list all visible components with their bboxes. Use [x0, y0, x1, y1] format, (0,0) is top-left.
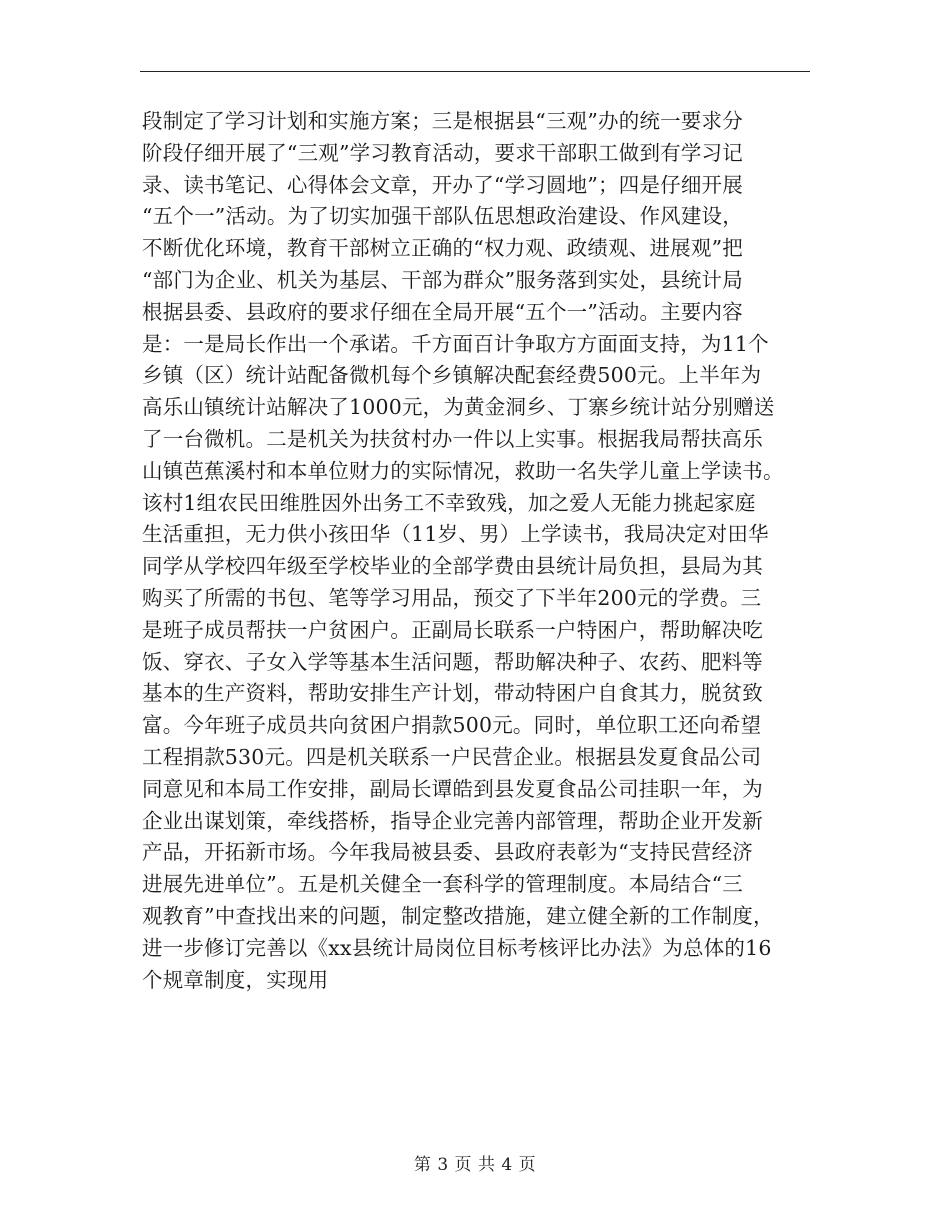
text-line: 基本的生产资料，帮助安排生产计划，带动特困户自食其力，脱贫致 [142, 681, 763, 706]
text-line: “部门为企业、机关为基层、干部为群众”服务落到实处，县统计局 [142, 267, 743, 292]
text-line: 进一步修订完善以《xx县统计局岗位目标考核评比办法》为总体的16 [142, 935, 772, 960]
text-line: 饭、穿衣、子女入学等基本生活问题，帮助解决种子、农药、肥料等 [142, 649, 763, 674]
text-line: “五个一”活动。为了切实加强干部队伍思想政治建设、作风建设， [142, 204, 743, 229]
text-line: 了一台微机。二是机关为扶贫村办一件以上实事。根据我局帮扶高乐 [142, 426, 763, 451]
text-line: 同意见和本局工作安排，副局长谭皓到县发夏食品公司挂职一年，为 [142, 776, 763, 801]
header-rule [140, 71, 810, 72]
text-line: 乡镇（区）统计站配备微机每个乡镇解决配套经费500元。上半年为 [142, 363, 762, 388]
text-line: 进展先进单位”。五是机关健全一套科学的管理制度。本局结合“三 [142, 872, 743, 897]
text-line: 生活重担，无力供小孩田华（11岁、男）上学读书，我局决定对田华 [142, 522, 769, 547]
text-line: 同学从学校四年级至学校毕业的全部学费由县统计局负担，县局为其 [142, 554, 763, 579]
text-line: 观教育”中查找出来的问题，制定整改措施，建立健全新的工作制度， [142, 903, 774, 928]
text-line: 是班子成员帮扶一户贫困户。正副局长联系一户特困户，帮助解决吃 [142, 617, 763, 642]
page-number: 第 3 页 共 4 页 [413, 1155, 537, 1175]
text-line: 是：一是局长作出一个承诺。千方面百计争取方方面面支持，为11个 [142, 331, 769, 356]
text-line: 高乐山镇统计站解决了1000元，为黄金洞乡、丁寨乡统计站分别赠送 [142, 395, 775, 420]
text-line: 阶段仔细开展了“三观”学习教育活动，要求干部职工做到有学习记 [142, 140, 743, 165]
text-line: 富。今年班子成员共向贫困户捐款500元。同时，单位职工还向希望 [142, 713, 762, 738]
text-line: 工程捐款530元。四是机关联系一户民营企业。根据县发夏食品公司 [142, 744, 762, 769]
text-line: 录、读书笔记、心得体会文章，开办了“学习圆地”；四是仔细开展 [142, 172, 743, 197]
text-line: 个规章制度，实现用 [142, 967, 329, 992]
text-line: 段制定了学习计划和实施方案；三是根据县“三观”办的统一要求分 [142, 109, 743, 133]
text-line: 购买了所需的书包、笔等学习用品，预交了下半年200元的学费。三 [142, 585, 762, 610]
text-line: 山镇芭蕉溪村和本单位财力的实际情况，救助一名失学儿童上学读书。 [142, 458, 784, 483]
text-line: 企业出谋划策，牵线搭桥，指导企业完善内部管理，帮助企业开发新 [142, 808, 763, 833]
text-line: 产品，开拓新市场。今年我局被县委、县政府表彰为“支持民营经济 [142, 840, 753, 865]
text-line: 不断优化环境，教育干部树立正确的“权力观、政绩观、进展观”把 [142, 236, 743, 261]
text-line: 该村1组农民田维胜因外出务工不幸致残，加之爱人无能力挑起家庭 [142, 490, 756, 515]
text-line: 根据县委、县政府的要求仔细在全局开展“五个一”活动。主要内容 [142, 299, 743, 324]
body-text [142, 106, 812, 996]
